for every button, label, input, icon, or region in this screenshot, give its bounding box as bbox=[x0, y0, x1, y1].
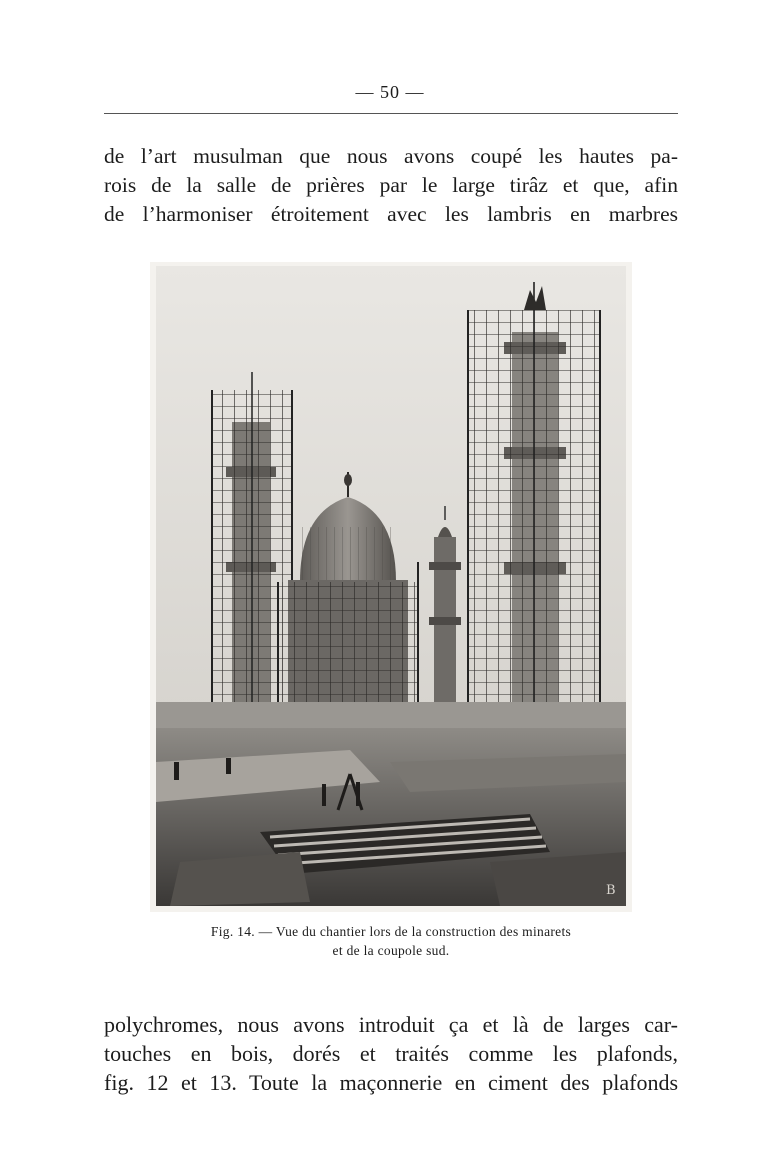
right-minaret bbox=[468, 282, 600, 722]
caption-line: et de la coupole sud. bbox=[332, 943, 450, 958]
photographer-monogram: B bbox=[606, 883, 616, 898]
caption-line: Fig. 14. — Vue du chantier lors de la construction des minarets bbox=[210, 924, 572, 939]
text-line: rois de la salle de prières par le large tirâz et que, afin bbox=[104, 173, 678, 197]
text-line: de l’art musulman que nous avons coupé les hautes pa- bbox=[104, 144, 678, 168]
text-line: touches en bois, dorés et traités comme les plafonds, bbox=[104, 1041, 678, 1066]
text-line: de l’harmoniser étroitement avec les lambris en marbres bbox=[104, 202, 678, 226]
figure-caption bbox=[104, 922, 678, 960]
text-line: fig. 12 et 13. Toute la maçonnerie en ciment des plafonds bbox=[104, 1070, 678, 1095]
figure-photograph bbox=[150, 262, 632, 912]
header-rule bbox=[104, 113, 678, 114]
construction-site bbox=[156, 728, 626, 906]
page-number: — 50 — bbox=[355, 82, 425, 102]
horizon-wall bbox=[156, 702, 626, 732]
paragraph-top bbox=[104, 142, 678, 229]
paragraph-bottom bbox=[104, 1010, 678, 1097]
text-line: polychromes, nous avons introduit ça et là de larges car- bbox=[104, 1012, 678, 1037]
